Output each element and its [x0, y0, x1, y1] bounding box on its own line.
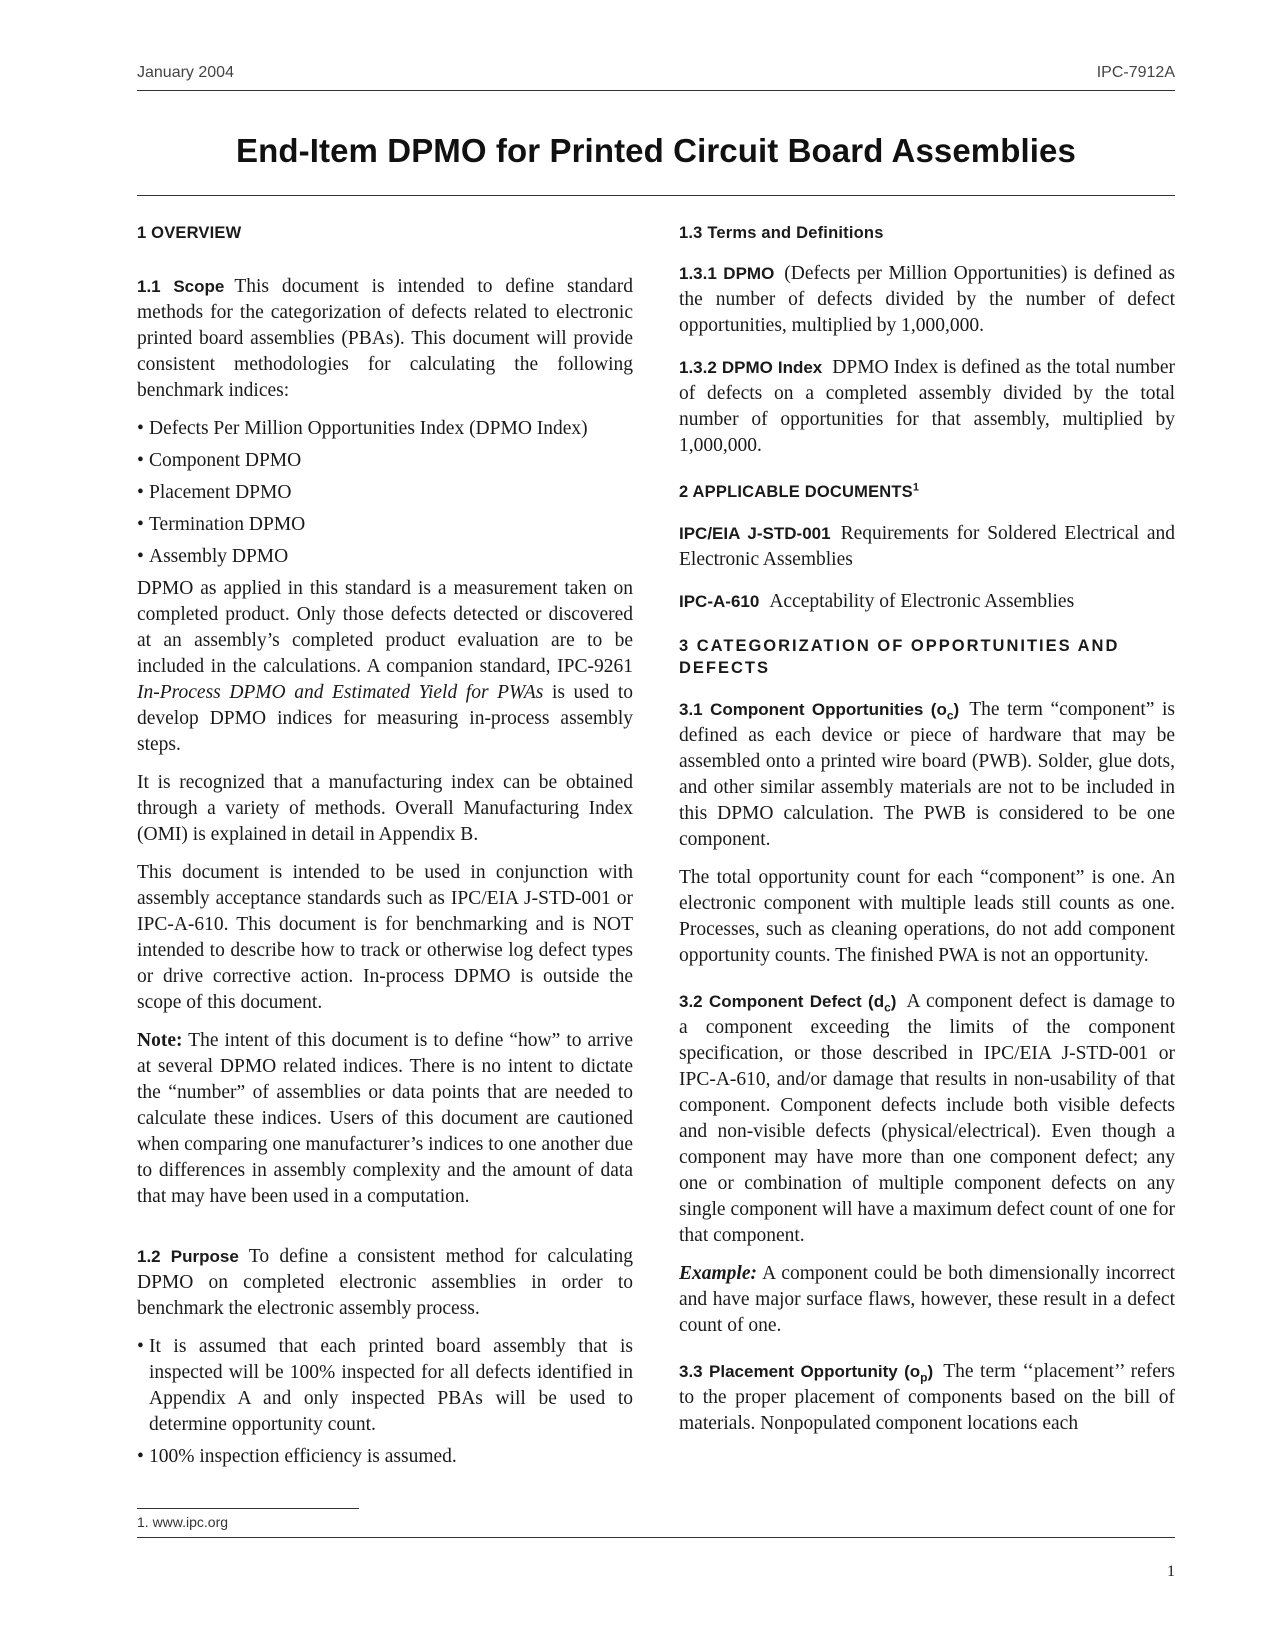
component-defect-paragraph: 3.2 Component Defect $(d_c)$ A component defect is damage to a component exceeding the limits of the component specification, or those described in IPC/EIA J-STD-001 or IPC-A-610, and/or damage that results in non-usability of that component. Component defects include both visible defects and non-visible defects (physical/electrical). Even though a component may have more than one component defect; any one or combination of multiple component defects on any single component will have a maximum defect count of one for that component. [679, 991, 1175, 1246]
applicable-documents-heading: 2 APPLICABLE DOCUMENTS$^1$ [679, 481, 920, 501]
omi-paragraph: It is recognized that a manufacturing index can be obtained through a variety of methods. Overall Manufacturing Index (OMI) is explained in detail in Appendix B. [137, 772, 633, 845]
placement-opportunity-paragraph: 3.3 Placement Opportunity $(o_p)$ The term ‘‘placement’’ refers to the proper placement of components based on the bill of materials. Nonpopulated component locations each [679, 1361, 1176, 1434]
list-item: • 100% inspection efficiency is assumed. [137, 1446, 457, 1467]
note-paragraph: Note: The intent of this document is to define “how” to arrive at several DPMO related indices. There is no intent to dictate the “number” of assemblies or data points that are needed to calculate these indices. Users of this document are cautioned when comparing one manufacturer’s indices to one another due to differences in assembly complexity and the amount of data that may have been used in a computation. [137, 1030, 633, 1207]
list-item: • Termination DPMO [137, 514, 306, 535]
scope-text: This document is intended to define standard methods for the categorization of defects related to electronic printed board assemblies (PBAs). This document will provide consistent methodologies for calculating the following benchmark indices: [137, 276, 634, 401]
overview-heading: 1 OVERVIEW [137, 224, 242, 242]
header-doc-id: IPC-7912A [1096, 64, 1175, 81]
conjunction-paragraph: This document is intended to be used in conjunction with assembly acceptance standards such as IPC/EIA J-STD-001 or IPC-A-610. This document is for benchmarking and is NOT intended to describe how to track or otherwise log defect types or drive corrective action. In-process DPMO is outside the scope of this document. [137, 862, 633, 1013]
left-column [137, 222, 633, 1476]
page-number: 1 [1167, 1563, 1175, 1580]
example-label: Example: [679, 1263, 757, 1284]
terms-heading: 1.3 Terms and Definitions [679, 224, 884, 242]
purpose-label: 1.2 Purpose [137, 1247, 239, 1266]
purpose-paragraph: 1.2 Purpose To define a consistent method for calculating DPMO on completed electronic assemblies in order to benchmark the electronic assembly process. [137, 1246, 634, 1319]
dpmo-index-definition: 1.3.2 DPMO Index DPMO Index is defined as the total number of defects on a completed assembly divided by the total number of opportunities for that assembly, multiplied by 1,000,000. [679, 357, 1175, 456]
list-item: • Assembly DPMO [137, 546, 289, 567]
dpmo-measurement-paragraph: DPMO as applied in this standard is a measurement taken on completed product. Only those defects detected or discovered at an assembly’s completed product evaluation are to be included in the calculations. A companion standard, IPC-9261 In-Process DPMO and Estimated Yield for PWAs is used to develop DPMO indices for measuring in-process assembly steps. [137, 578, 634, 755]
footnote-reference: 1 [912, 481, 920, 494]
jstd-reference: IPC/EIA J-STD-001 Requirements for Soldered Electrical and Electronic Assemblies [679, 523, 1175, 570]
component-opportunities-paragraph: 3.1 Component Opportunities $(o_c)$ The term “component” is defined as each device or piece of hardware that may be assembled onto a printed wire board (PWB). Solder, glue dots, and other similar assembly materials are not to be included in this DPMO calculation. The PWB is considered to be one component. [679, 699, 1175, 850]
list-item: • It is assumed that each printed board assembly that is inspected will be 100% inspected for all defects identified in Appendix A and only inspected PBAs will be used to determine opportunity count. [137, 1336, 633, 1435]
header-date: January 2004 [137, 64, 234, 81]
footnote: 1. www.ipc.org [137, 1514, 229, 1530]
scope-paragraph [137, 274, 633, 404]
example-paragraph: Example: A component could be both dimensionally incorrect and have major surface flaws, however, these result in a defect count of one. [679, 1263, 1175, 1336]
list-item: • Defects Per Million Opportunities Index (DPMO Index) [137, 418, 588, 439]
note-label: Note: [137, 1030, 183, 1051]
a610-reference: IPC-A-610 Acceptability of Electronic Assemblies [679, 591, 1075, 612]
footer-rule [137, 1537, 1175, 1538]
scope-label: 1.1 Scope [137, 277, 225, 296]
categorization-heading: 3 CATEGORIZATION OF OPPORTUNITIES AND DEFECTS [679, 637, 1120, 677]
list-item: • Component DPMO [137, 450, 302, 471]
dpmo-definition: 1.3.1 DPMO (Defects per Million Opportunities) is defined as the number of defects divided by the number of defect opportunities, multiplied by 1,000,000. [679, 263, 1175, 336]
title-rule [137, 195, 1175, 196]
companion-standard-title: In-Process DPMO and Estimated Yield for PWAs [137, 682, 544, 703]
document-title: End-Item DPMO for Printed Circuit Board Assemblies [236, 132, 1076, 169]
total-opportunity-paragraph: The total opportunity count for each “component” is one. An electronic component with multiple leads still counts as one. Processes, such as cleaning operations, do not add component opportunity counts. The finished PWA is not an opportunity. [679, 867, 1175, 966]
list-item: • Placement DPMO [137, 482, 292, 503]
header-rule [137, 90, 1175, 91]
purpose-list [137, 1334, 633, 1470]
footnote-rule [137, 1508, 359, 1509]
right-column [679, 222, 1175, 1449]
indices-list [137, 416, 633, 570]
